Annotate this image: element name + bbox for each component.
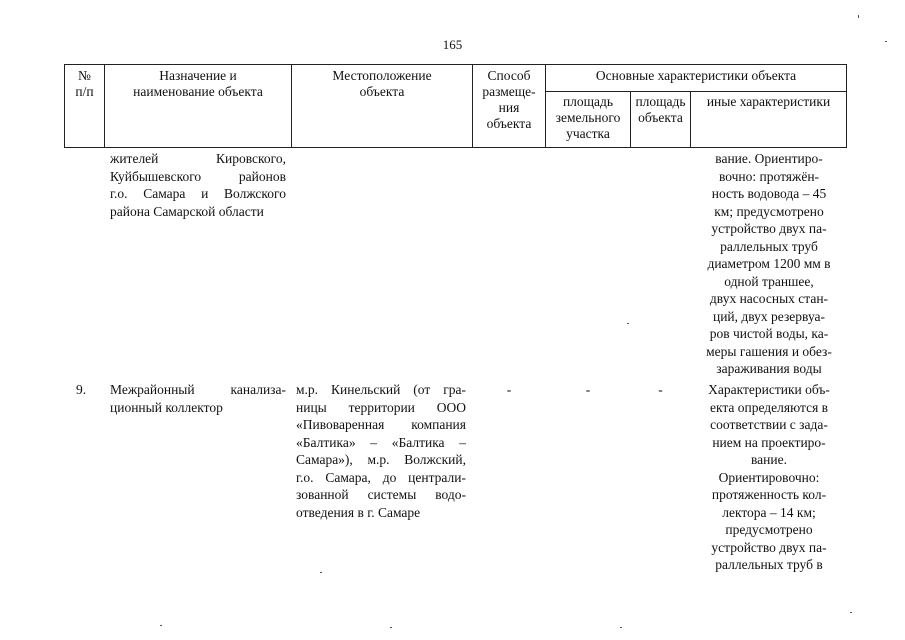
scan-speck (390, 627, 392, 628)
text-line: меры гашения и обез- (706, 343, 832, 359)
text-line: ций, двух резервуа- (712, 308, 826, 324)
text-line: Ориентировочно: (718, 469, 820, 485)
header-text: Назначение и (159, 68, 237, 83)
scan-speck (885, 41, 887, 42)
text-line: устройство двух па- (711, 221, 827, 236)
page-number: 165 (442, 37, 463, 52)
text-line: зараживания воды (716, 361, 822, 376)
text-line: вочно: протяжён- (718, 168, 820, 184)
text-line: соответствии с зада- (710, 417, 828, 432)
text-line: г.о. Самара, до централи- (296, 469, 466, 485)
row9-other-cell (693, 381, 845, 574)
table-top-border (64, 64, 847, 65)
scan-speck (627, 323, 629, 324)
text-line: ционный коллектор (110, 399, 223, 415)
text-line: Самара»), м.р. Волжский, (296, 452, 466, 467)
row9-name-cell (110, 381, 286, 416)
text-line: устройство двух па- (711, 539, 827, 555)
header-text: объекта (359, 84, 405, 99)
text-line: двух насосных стан- (709, 291, 829, 306)
header-col-main: Основные характеристики объекта (595, 68, 797, 83)
text-line: вание. (750, 452, 787, 467)
text-line: диаметром 1200 мм в (707, 256, 831, 271)
row9-land-area: - (585, 382, 591, 397)
header-bottom-border (64, 147, 847, 148)
scan-speck (858, 15, 859, 18)
text-line: отведения в г. Самаре (296, 504, 421, 520)
text-line: г.о. Самара и Волжского (110, 186, 286, 201)
text-line: Межрайонный канализа- (110, 382, 286, 397)
subheader-divider (545, 91, 847, 92)
row9-location-cell (296, 381, 466, 521)
scan-speck (850, 612, 852, 613)
scan-speck (160, 625, 162, 626)
text-line: района Самарской области (110, 203, 264, 219)
header-text: земельного (555, 110, 621, 125)
header-col-land-area (545, 94, 631, 142)
header-text: размеще- (482, 84, 536, 99)
text-line: екта определяются в (709, 399, 829, 415)
scan-speck (620, 627, 622, 628)
continued-other-cell (693, 150, 845, 378)
row9-obj-area: - (658, 382, 663, 397)
text-line: Характеристики объ- (708, 382, 830, 397)
row9-method: - (506, 382, 512, 397)
header-col-location (291, 68, 473, 100)
header-text: площадь (562, 94, 614, 109)
header-text: п/п (75, 84, 94, 99)
text-line: вание. Ориентиро- (715, 151, 823, 166)
header-text: Местоположение (332, 68, 432, 83)
text-line: нием на проектиро- (712, 434, 826, 450)
continued-name-cell (110, 150, 286, 220)
text-line: жителей Кировского, (110, 151, 286, 166)
header-col-other: иные характеристики (706, 94, 831, 109)
text-line: раллельных труб (720, 238, 818, 254)
header-text: объекта (638, 110, 683, 125)
header-text: объекта (486, 116, 532, 131)
header-text: Способ (487, 68, 531, 83)
text-line: м.р. Кинельский (от гра- (296, 382, 466, 397)
header-text: № (78, 68, 91, 83)
header-text: наименование объекта (133, 84, 263, 99)
text-line: км; предусмотрено (714, 203, 824, 219)
text-line: предусмотрено (725, 522, 813, 537)
text-line: ров чистой воды, ка- (709, 326, 829, 341)
header-col-obj-area (630, 94, 691, 126)
header-col-method (472, 68, 546, 132)
header-text: участка (566, 126, 610, 141)
text-line: протяженность кол- (711, 487, 827, 502)
text-line: одной траншее, (724, 273, 814, 289)
text-line: «Пивоваренная компания (296, 417, 466, 432)
text-line: «Балтика» – «Балтика – (296, 434, 466, 450)
header-text: площадь (635, 94, 686, 109)
text-line: зованной системы водо- (296, 487, 466, 502)
text-line: лектора – 14 км; (722, 504, 816, 520)
text-line: Куйбышевского районов (110, 168, 286, 184)
text-line: раллельных труб в (715, 557, 823, 572)
row9-number: 9. (76, 382, 87, 397)
header-text: ния (498, 100, 520, 115)
scan-speck (320, 572, 322, 573)
header-col-number (64, 68, 105, 100)
text-line: ность водовода – 45 (711, 186, 827, 201)
text-line: ницы территории ООО (296, 399, 466, 415)
header-col-name (104, 68, 292, 100)
